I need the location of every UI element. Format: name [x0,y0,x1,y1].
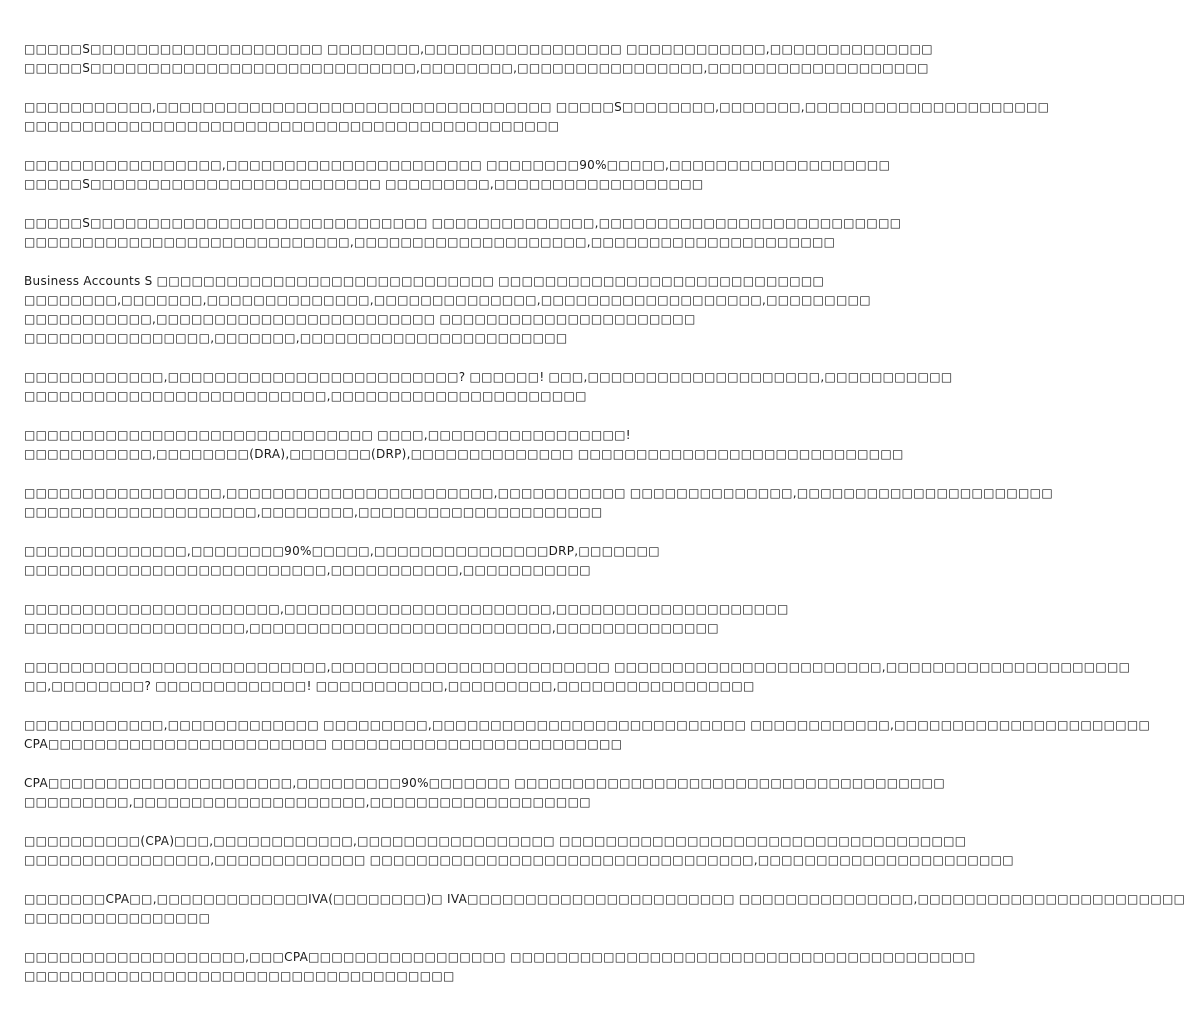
document-body [24,40,1185,1006]
paragraph [24,484,1053,522]
text-line: □□□□□□□CPA□□,□□□□□□□□□□□□□IVA(□□□□□□□□)□ IVA□□□□□□□□□□□□□□□□□□□□□□□ □□□□□□□□□□□□□□□,□□□□□□□□□□□□□□□□□□□□□□□ [24,892,1185,906]
text-line: □□□□□□□□□□□□□□□□□,□□□□□□□□□□□□□□□□□□□□□□ □□□□□□□□90%□□□□□,□□□□□□□□□□□□□□□□□□□ [24,158,891,172]
text-line: □□□□□□□□□□□□□□□□□□□□□□□□□□□□,□□□□□□□□□□□□□□□□□□□□,□□□□□□□□□□□□□□□□□□□□□ [24,235,836,249]
text-line: □□□□□□□□□□□,□□□□□□□□(DRA),□□□□□□□(DRP),□□□□□□□□□□□□□□ □□□□□□□□□□□□□□□□□□□□□□□□□□□□ [24,447,904,461]
text-line: □□□□□□□□□□□□□□□□□□□,□□□□□□□□□□□□□□□□□□□□□□□□□□,□□□□□□□□□□□□□□ [24,621,719,635]
text-line: □□□□□□□□□□□□□□□□□□□,□□□CPA□□□□□□□□□□□□□□□□□ □□□□□□□□□□□□□□□□□□□□□□□□□□□□□□□□□□□□□□□□ [24,950,976,964]
text-line: □□□□□S□□□□□□□□□□□□□□□□□□□□□□□□□□□□□ □□□□□□□□□□□□□□,□□□□□□□□□□□□□□□□□□□□□□□□□□ [24,216,902,230]
text-line: □□□□□□□□□□□□□□□□□□□□□□□□□□,□□□□□□□□□□□□□□□□□□□□□□ [24,389,587,403]
text-line: □□□□□□□□□□□□□□□□,□□□□□□□□□□□□□ □□□□□□□□□□□□□□□□□□□□□□□□□□□□□□□□□,□□□□□□□□□□□□□□□□□□□□□□ [24,853,1014,867]
text-line: □□□□□□□□□□□□□□□□□□□□□□□□□□,□□□□□□□□□□□□□□□□□□□□□□□□ □□□□□□□□□□□□□□□□□□□□□□□,□□□□□□□□□□□□□□□□□□□□□ [24,660,1131,674]
text-line: □□□□□□□□□□(CPA)□□□,□□□□□□□□□□□□,□□□□□□□□□□□□□□□□□ □□□□□□□□□□□□□□□□□□□□□□□□□□□□□□□□□□□ [24,834,967,848]
paragraph [24,832,1014,870]
text-line: □□□□□□□□□,□□□□□□□□□□□□□□□□□□□□,□□□□□□□□□□□□□□□□□□□ [24,795,591,809]
text-line: □□□□□S□□□□□□□□□□□□□□□□□□□□□□□□□□□□,□□□□□□□□,□□□□□□□□□□□□□□□□,□□□□□□□□□□□□□□□□□□□ [24,61,929,75]
text-line: □□□□□□□□□□□□□□□□□,□□□□□□□□□□□□□□□□□□□□□□□,□□□□□□□□□□□ □□□□□□□□□□□□□□,□□□□□□□□□□□□□□□□□□□□□□ [24,486,1053,500]
paragraph [24,658,1131,696]
text-line: CPA□□□□□□□□□□□□□□□□□□□□□,□□□□□□□□□90%□□□□□□□ □□□□□□□□□□□□□□□□□□□□□□□□□□□□□□□□□□□□□ [24,776,945,790]
text-line: □□□□□S□□□□□□□□□□□□□□□□□□□□□□□□□ □□□□□□□□□,□□□□□□□□□□□□□□□□□□ [24,177,704,191]
paragraph [24,600,789,638]
text-line: CPA□□□□□□□□□□□□□□□□□□□□□□□□ □□□□□□□□□□□□□□□□□□□□□□□□□ [24,737,623,751]
text-line: □□□□□□□□□□□□□□□□,□□□□□□□,□□□□□□□□□□□□□□□□□□□□□□□ [24,331,568,345]
text-line: □□□□□□□□□□□□□□□□ [24,911,211,925]
text-line: □□□□□□□□□□□□□□□□□□□□,□□□□□□□□,□□□□□□□□□□□□□□□□□□□□□ [24,505,603,519]
text-line: □□□□□□□□□□□□,□□□□□□□□□□□□□□□□□□□□□□□□□? □□□□□□! □□□,□□□□□□□□□□□□□□□□□□□□,□□□□□□□□□□□ [24,370,953,384]
paragraph [24,774,945,812]
paragraph [24,716,1151,754]
paragraph [24,426,904,464]
text-line: □□□□□□□□□□□□□□□□□□□□□□□□□□,□□□□□□□□□□□,□□□□□□□□□□□ [24,563,591,577]
paragraph [24,156,891,194]
paragraph [24,890,1185,928]
paragraph [24,40,933,78]
text-line: □□□□□□□□□□□□□□,□□□□□□□□90%□□□□□,□□□□□□□□□□□□□□□DRP,□□□□□□□ [24,544,660,558]
text-line: □□□□□S□□□□□□□□□□□□□□□□□□□□ □□□□□□□□,□□□□□□□□□□□□□□□□□ □□□□□□□□□□□□,□□□□□□□□□□□□□□ [24,42,933,56]
text-line: □□□□□□□□□□□□□□□□□□□□□□□□□□□□□□□□□□□□□ [24,969,455,983]
paragraph [24,542,696,580]
paragraph [24,368,953,406]
paragraph [24,948,976,986]
paragraph [24,214,902,252]
text-line: □□□□□□□□□□□□□□□□□□□□□□□□□□□□□□ □□□□,□□□□□□□□□□□□□□□□□! [24,428,631,442]
text-line: □□□□□□□□□□□□,□□□□□□□□□□□□□ □□□□□□□□□,□□□□□□□□□□□□□□□□□□□□□□□□□□□ □□□□□□□□□□□□,□□□□□□□□□□□□□□□□□□□□□□ [24,718,1151,732]
text-line: □□□□□□□□□□□□□□□□□□□□□□□□□□□□□□□□□□□□□□□□□□□□□□ [24,119,560,133]
text-line: □□,□□□□□□□□? □□□□□□□□□□□□□! □□□□□□□□□□□,□□□□□□□□□,□□□□□□□□□□□□□□□□□ [24,679,755,693]
text-line: □□□□□□□□,□□□□□□□,□□□□□□□□□□□□□□,□□□□□□□□□□□□□□,□□□□□□□□□□□□□□□□□□□,□□□□□□□□□ [24,293,871,307]
text-line: □□□□□□□□□□□,□□□□□□□□□□□□□□□□□□□□□□□□ □□□□□□□□□□□□□□□□□□□□□□ [24,312,696,326]
text-line: □□□□□□□□□□□,□□□□□□□□□□□□□□□□□□□□□□□□□□□□□□□□□□ □□□□□S□□□□□□□□,□□□□□□□,□□□□□□□□□□□□□□□□□□□□□ [24,100,1050,114]
text-line: □□□□□□□□□□□□□□□□□□□□□□,□□□□□□□□□□□□□□□□□□□□□□□,□□□□□□□□□□□□□□□□□□□□ [24,602,789,616]
paragraph [24,272,871,348]
text-line: Business Accounts S □□□□□□□□□□□□□□□□□□□□□□□□□□□□□ □□□□□□□□□□□□□□□□□□□□□□□□□□□□ [24,274,825,288]
paragraph [24,98,1050,136]
